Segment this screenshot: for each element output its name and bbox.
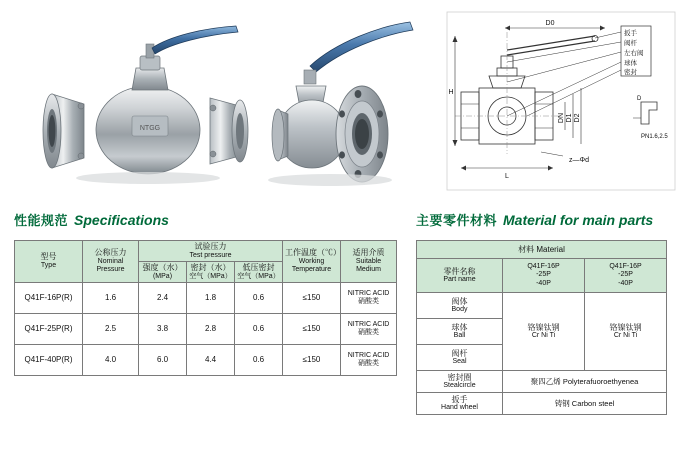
spec-cell-strength: 3.8 <box>139 313 187 344</box>
spec-cell-low-seal: 0.6 <box>235 344 283 375</box>
svg-text:球体: 球体 <box>624 60 637 67</box>
material-header-col-2: Q41F-16P -25P -40P <box>585 259 667 293</box>
materials-heading-en: Material for main parts <box>503 212 654 228</box>
spec-cell-medium: NITRIC ACID 硝酸类 <box>341 344 397 375</box>
svg-text:DN: DN <box>558 112 565 124</box>
svg-text:D0: D0 <box>545 20 555 27</box>
table-row <box>417 371 667 393</box>
svg-text:密封: 密封 <box>624 69 637 76</box>
material-cell-part: 球体 Ball <box>417 319 503 345</box>
spec-cell-nominal: 4.0 <box>83 344 139 375</box>
svg-text:扳手: 扳手 <box>624 30 637 37</box>
spec-cell-seal: 1.8 <box>187 282 235 313</box>
table-row <box>15 344 397 375</box>
svg-text:L: L <box>505 173 509 180</box>
spec-cell-temp: ≤150 <box>283 313 341 344</box>
material-cell-col1: 铬镍钛钢 Cr Ni Ti <box>503 293 585 371</box>
spec-cell-strength: 2.4 <box>139 282 187 313</box>
spec-cell-type: Q41F-25P(R) <box>15 313 83 344</box>
spec-cell-temp: ≤150 <box>283 344 341 375</box>
spec-cell-strength: 6.0 <box>139 344 187 375</box>
spec-cell-type: Q41F-16P(R) <box>15 282 83 313</box>
spec-header-strength: 强度（水） (MPa) <box>139 261 187 282</box>
svg-text:阀杆: 阀杆 <box>624 40 637 47</box>
material-cell-part: 阀杆 Seal <box>417 345 503 371</box>
spec-header-seal: 密封（水） 空气（MPa） <box>187 261 235 282</box>
spec-header-medium: 适用介质 Suitable Medium <box>341 241 397 283</box>
spec-header-nominal-pressure: 公称压力 Nominal Pressure <box>83 241 139 283</box>
material-cell-part: 扳手 Hand wheel <box>417 393 503 415</box>
svg-text:D2: D2 <box>574 113 581 123</box>
material-cell-part: 密封圈 Stealcircle <box>417 371 503 393</box>
table-row <box>15 282 397 313</box>
material-cell-col2: 铬镍钛钢 Cr Ni Ti <box>585 293 667 371</box>
material-cell-seal-material: 聚四乙烯 Polyterafuoroethyenea <box>503 371 667 393</box>
valve-photo-right <box>250 14 430 188</box>
spec-header-test-pressure: 试验压力 Test pressure <box>139 241 283 262</box>
spec-cell-type: Q41F-40P(R) <box>15 344 83 375</box>
spec-header-working-temperature: 工作温度（℃） Working Temperature <box>283 241 341 283</box>
svg-text:D1: D1 <box>566 113 573 123</box>
product-image-band <box>0 0 680 196</box>
svg-text:D: D <box>637 96 642 102</box>
material-cell-part: 阀体 Body <box>417 293 503 319</box>
material-header-row-1 <box>417 241 667 259</box>
table-row <box>417 393 667 415</box>
spec-cell-nominal: 2.5 <box>83 313 139 344</box>
svg-text:左右阀: 左右阀 <box>624 50 644 57</box>
spec-header-row-1 <box>15 241 397 262</box>
svg-text:PN1.6,2.5: PN1.6,2.5 <box>641 134 668 140</box>
table-row <box>15 313 397 344</box>
spec-cell-medium: NITRIC ACID 硝酸类 <box>341 282 397 313</box>
specifications-heading <box>14 210 169 230</box>
materials-heading <box>416 210 653 230</box>
spec-header-low-seal: 低压密封 空气（MPa） <box>235 261 283 282</box>
spec-cell-seal: 4.4 <box>187 344 235 375</box>
svg-text:H: H <box>448 89 454 96</box>
spec-cell-low-seal: 0.6 <box>235 282 283 313</box>
materials-table <box>416 240 667 415</box>
svg-text:NTGG: NTGG <box>139 125 161 132</box>
material-header-material: 材料 Material <box>417 241 667 259</box>
valve-photo-left <box>40 18 260 188</box>
table-row <box>417 293 667 319</box>
material-header-row-2 <box>417 259 667 293</box>
technical-drawing <box>445 6 677 192</box>
material-header-col-1: Q41F-16P -25P -40P <box>503 259 585 293</box>
spec-cell-low-seal: 0.6 <box>235 313 283 344</box>
specifications-heading-en: Specifications <box>74 212 169 228</box>
specifications-heading-cn: 性能规范 <box>14 213 69 228</box>
specifications-table <box>14 240 397 376</box>
spec-cell-seal: 2.8 <box>187 313 235 344</box>
materials-heading-cn: 主要零件材料 <box>416 213 498 228</box>
svg-text:z—Φd: z—Φd <box>569 157 589 164</box>
spec-cell-nominal: 1.6 <box>83 282 139 313</box>
spec-cell-temp: ≤150 <box>283 282 341 313</box>
material-cell-handwheel-material: 铸钢 Carbon steel <box>503 393 667 415</box>
spec-header-type: 型号 Type <box>15 241 83 283</box>
material-header-part-name: 零件名称 Part name <box>417 259 503 293</box>
spec-cell-medium: NITRIC ACID 硝酸类 <box>341 313 397 344</box>
